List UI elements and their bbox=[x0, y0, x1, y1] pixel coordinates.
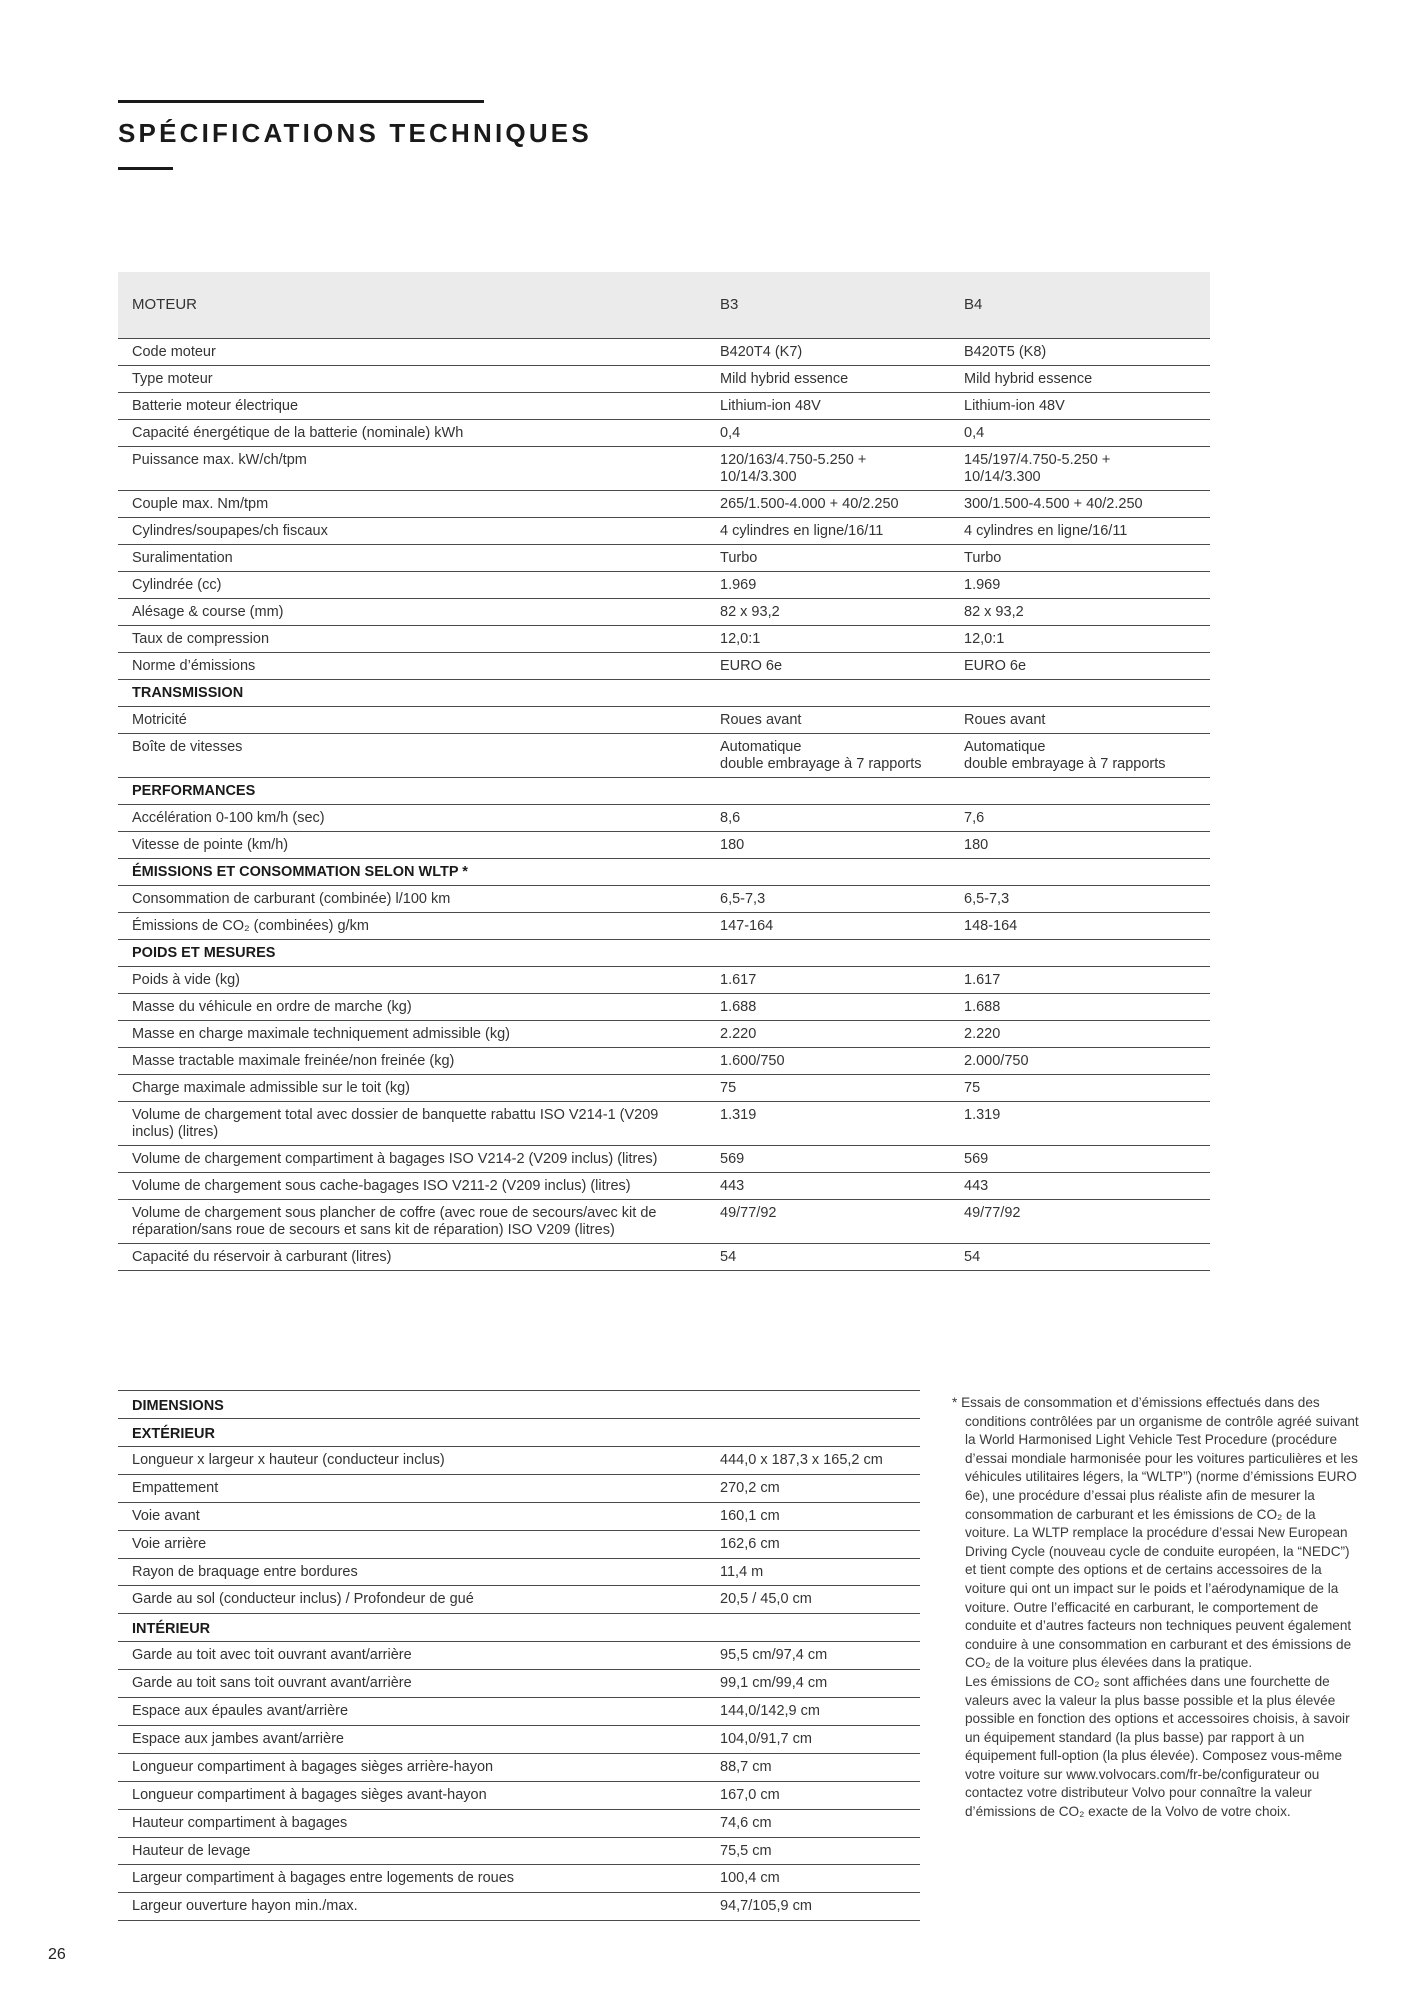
title-rule-short bbox=[118, 167, 173, 170]
value-b4: Turbo bbox=[954, 544, 1210, 571]
table-row bbox=[118, 1199, 1210, 1243]
value-b4: 443 bbox=[954, 1172, 1210, 1199]
value-b3: EURO 6e bbox=[710, 652, 954, 679]
value-b3: 54 bbox=[710, 1243, 954, 1270]
section-title: TRANSMISSION bbox=[118, 679, 1210, 706]
value-b3: 2.220 bbox=[710, 1020, 954, 1047]
table-row bbox=[118, 966, 1210, 993]
row-label: Voie arrière bbox=[118, 1530, 710, 1558]
page-title: SPÉCIFICATIONS TECHNIQUES bbox=[118, 118, 592, 148]
row-label: Volume de chargement total avec dossier de banquette rabattu ISO V214-1 (V209 inclus) (litres) bbox=[118, 1101, 710, 1145]
value-b3: Roues avant bbox=[710, 706, 954, 733]
dimension-value: 162,6 cm bbox=[710, 1530, 920, 1558]
table-row bbox=[118, 1698, 920, 1726]
section-header bbox=[118, 858, 1210, 885]
row-label: Masse en charge maximale techniquement admissible (kg) bbox=[118, 1020, 710, 1047]
table-row bbox=[118, 1502, 920, 1530]
dimension-value: 167,0 cm bbox=[710, 1781, 920, 1809]
row-label: Garde au toit avec toit ouvrant avant/arrière bbox=[118, 1642, 710, 1670]
row-label: Masse tractable maximale freinée/non freinée (kg) bbox=[118, 1047, 710, 1074]
value-b3: 1.688 bbox=[710, 993, 954, 1020]
value-b4: 1.617 bbox=[954, 966, 1210, 993]
dimension-value: 88,7 cm bbox=[710, 1753, 920, 1781]
table-row bbox=[118, 571, 1210, 598]
value-b4: 569 bbox=[954, 1145, 1210, 1172]
header-moteur: MOTEUR bbox=[118, 272, 710, 338]
table-row bbox=[118, 1101, 1210, 1145]
dimensions-table-body bbox=[118, 1391, 920, 1921]
table-row bbox=[118, 365, 1210, 392]
row-label: Garde au toit sans toit ouvrant avant/arrière bbox=[118, 1670, 710, 1698]
section-header bbox=[118, 1391, 920, 1419]
value-b3: 1.969 bbox=[710, 571, 954, 598]
value-b4: Mild hybrid essence bbox=[954, 365, 1210, 392]
footnote-paragraph-2: Les émissions de CO₂ sont affichées dans une fourchette de valeurs avec la valeur la plus basse possible et la plus élevée possible en fonction des options et accessoires choisis, à savoir un équipement standard (la plus basse) par rapport à un équipement full-option (la plus élevée). Composez vous-même votre voiture sur www.volvocars.com/fr-be/configurateur ou contactez votre distributeur Volvo pour connaître la valeur d’émissions de CO₂ exacte de la Volvo de votre choix. bbox=[965, 1673, 1350, 1820]
spec-table bbox=[118, 272, 1210, 1271]
dimension-value: 74,6 cm bbox=[710, 1809, 920, 1837]
table-row bbox=[118, 1243, 1210, 1270]
dimensions-table bbox=[118, 1390, 920, 1921]
dimension-value: 444,0 x 187,3 x 165,2 cm bbox=[710, 1447, 920, 1475]
value-b4: 0,4 bbox=[954, 419, 1210, 446]
value-b4: 82 x 93,2 bbox=[954, 598, 1210, 625]
table-row bbox=[118, 1670, 920, 1698]
dimension-value: 100,4 cm bbox=[710, 1865, 920, 1893]
table-row bbox=[118, 1781, 920, 1809]
value-b3: 1.319 bbox=[710, 1101, 954, 1145]
row-label: Batterie moteur électrique bbox=[118, 392, 710, 419]
value-b4: B420T5 (K8) bbox=[954, 338, 1210, 365]
row-label: Masse du véhicule en ordre de marche (kg) bbox=[118, 993, 710, 1020]
table-row bbox=[118, 1474, 920, 1502]
row-label: Consommation de carburant (combinée) l/100 km bbox=[118, 885, 710, 912]
table-row bbox=[118, 1047, 1210, 1074]
table-row bbox=[118, 1809, 920, 1837]
table-row bbox=[118, 1753, 920, 1781]
footnote-paragraph-1: * Essais de consommation et d’émissions effectués dans des conditions contrôlées par un organisme de contrôle agréé suivant la World Harmonised Light Vehicle Test Procedure (procédure d’essai mondiale harmonisée pour les voitures particulières et les véhicules utilitaires légers, la “WLTP”) (norme d’émissions EURO 6e), une procédure d’essai plus réaliste afin de mesurer la consommation de carburant et les émissions de CO₂ de la voiture. La WLTP remplace la procédure d’essai New European Driving Cycle (nouveau cycle de conduite européen, la “NEDC”) et tient compte des options et de certains accessoires de la voiture qui ont un impact sur le poids et l’aérodynamique de la voiture. Outre l’efficacité en carburant, le comportement de conduite et d’autres facteurs non techniques peuvent également conduire à une consommation en carburant et des émissions de CO₂ de la voiture plus élevées dans la pratique. bbox=[952, 1395, 1359, 1671]
value-b3: Mild hybrid essence bbox=[710, 365, 954, 392]
section-title: INTÉRIEUR bbox=[118, 1614, 920, 1642]
table-row bbox=[118, 1172, 1210, 1199]
section-header bbox=[118, 1614, 920, 1642]
value-b3: B420T4 (K7) bbox=[710, 338, 954, 365]
dimension-value: 99,1 cm/99,4 cm bbox=[710, 1670, 920, 1698]
row-label: Vitesse de pointe (km/h) bbox=[118, 831, 710, 858]
value-b4: EURO 6e bbox=[954, 652, 1210, 679]
value-b3: 12,0:1 bbox=[710, 625, 954, 652]
table-row bbox=[118, 1726, 920, 1754]
table-row bbox=[118, 804, 1210, 831]
row-label: Cylindrée (cc) bbox=[118, 571, 710, 598]
value-b3: 8,6 bbox=[710, 804, 954, 831]
row-label: Poids à vide (kg) bbox=[118, 966, 710, 993]
value-b4: 6,5-7,3 bbox=[954, 885, 1210, 912]
dimension-value: 20,5 / 45,0 cm bbox=[710, 1586, 920, 1614]
value-b3: 4 cylindres en ligne/16/11 bbox=[710, 517, 954, 544]
row-label: Motricité bbox=[118, 706, 710, 733]
value-b4: Lithium-ion 48V bbox=[954, 392, 1210, 419]
row-label: Garde au sol (conducteur inclus) / Profondeur de gué bbox=[118, 1586, 710, 1614]
row-label: Suralimentation bbox=[118, 544, 710, 571]
table-row bbox=[118, 1642, 920, 1670]
row-label: Rayon de braquage entre bordures bbox=[118, 1558, 710, 1586]
table-row bbox=[118, 392, 1210, 419]
value-b3: 265/1.500-4.000 + 40/2.250 bbox=[710, 490, 954, 517]
table-row bbox=[118, 993, 1210, 1020]
table-row bbox=[118, 1893, 920, 1921]
value-b4: 75 bbox=[954, 1074, 1210, 1101]
table-row bbox=[118, 885, 1210, 912]
row-label: Couple max. Nm/tpm bbox=[118, 490, 710, 517]
spec-table-header bbox=[118, 272, 1210, 338]
value-b4: Automatique double embrayage à 7 rapports bbox=[954, 733, 1210, 777]
row-label: Capacité du réservoir à carburant (litres) bbox=[118, 1243, 710, 1270]
value-b4: 180 bbox=[954, 831, 1210, 858]
row-label: Charge maximale admissible sur le toit (kg) bbox=[118, 1074, 710, 1101]
value-b4: 54 bbox=[954, 1243, 1210, 1270]
table-row bbox=[118, 1865, 920, 1893]
value-b3: 82 x 93,2 bbox=[710, 598, 954, 625]
value-b4: Roues avant bbox=[954, 706, 1210, 733]
value-b3: 49/77/92 bbox=[710, 1199, 954, 1243]
header-b4: B4 bbox=[954, 272, 1210, 338]
row-label: Taux de compression bbox=[118, 625, 710, 652]
dimension-value: 160,1 cm bbox=[710, 1502, 920, 1530]
section-header bbox=[118, 679, 1210, 706]
table-row bbox=[118, 1145, 1210, 1172]
row-label: Émissions de CO₂ (combinées) g/km bbox=[118, 912, 710, 939]
wltp-footnote bbox=[952, 1394, 1362, 1822]
dimension-value: 144,0/142,9 cm bbox=[710, 1698, 920, 1726]
table-row bbox=[118, 544, 1210, 571]
value-b3: Automatique double embrayage à 7 rapports bbox=[710, 733, 954, 777]
row-label: Code moteur bbox=[118, 338, 710, 365]
row-label: Volume de chargement sous plancher de coffre (avec roue de secours/avec kit de réparation/sans roue de secours et sans kit de réparation) ISO V209 (litres) bbox=[118, 1199, 710, 1243]
spec-table-body bbox=[118, 272, 1210, 1270]
section-header bbox=[118, 939, 1210, 966]
value-b3: 0,4 bbox=[710, 419, 954, 446]
table-row bbox=[118, 1020, 1210, 1047]
value-b3: 75 bbox=[710, 1074, 954, 1101]
value-b4: 1.969 bbox=[954, 571, 1210, 598]
row-label: Puissance max. kW/ch/tpm bbox=[118, 446, 710, 490]
value-b3: Turbo bbox=[710, 544, 954, 571]
value-b3: 120/163/4.750-5.250 + 10/14/3.300 bbox=[710, 446, 954, 490]
table-row bbox=[118, 831, 1210, 858]
header-b3: B3 bbox=[710, 272, 954, 338]
table-row bbox=[118, 1586, 920, 1614]
table-row bbox=[118, 1074, 1210, 1101]
row-label: Longueur compartiment à bagages sièges avant-hayon bbox=[118, 1781, 710, 1809]
value-b4: 1.688 bbox=[954, 993, 1210, 1020]
row-label: Empattement bbox=[118, 1474, 710, 1502]
row-label: Norme d’émissions bbox=[118, 652, 710, 679]
table-row bbox=[118, 446, 1210, 490]
dimension-value: 270,2 cm bbox=[710, 1474, 920, 1502]
row-label: Type moteur bbox=[118, 365, 710, 392]
row-label: Espace aux épaules avant/arrière bbox=[118, 1698, 710, 1726]
value-b4: 7,6 bbox=[954, 804, 1210, 831]
value-b4: 145/197/4.750-5.250 + 10/14/3.300 bbox=[954, 446, 1210, 490]
dimension-value: 75,5 cm bbox=[710, 1837, 920, 1865]
dimension-value: 104,0/91,7 cm bbox=[710, 1726, 920, 1754]
value-b4: 300/1.500-4.500 + 40/2.250 bbox=[954, 490, 1210, 517]
value-b4: 148-164 bbox=[954, 912, 1210, 939]
row-label: Volume de chargement sous cache-bagages ISO V211-2 (V209 inclus) (litres) bbox=[118, 1172, 710, 1199]
table-row bbox=[118, 1558, 920, 1586]
table-row bbox=[118, 517, 1210, 544]
value-b3: Lithium-ion 48V bbox=[710, 392, 954, 419]
table-row bbox=[118, 706, 1210, 733]
row-label: Largeur compartiment à bagages entre logements de roues bbox=[118, 1865, 710, 1893]
value-b3: 147-164 bbox=[710, 912, 954, 939]
table-row bbox=[118, 912, 1210, 939]
row-label: Alésage & course (mm) bbox=[118, 598, 710, 625]
table-row bbox=[118, 1447, 920, 1475]
row-label: Hauteur compartiment à bagages bbox=[118, 1809, 710, 1837]
value-b4: 49/77/92 bbox=[954, 1199, 1210, 1243]
row-label: Hauteur de levage bbox=[118, 1837, 710, 1865]
row-label: Boîte de vitesses bbox=[118, 733, 710, 777]
dimension-value: 95,5 cm/97,4 cm bbox=[710, 1642, 920, 1670]
value-b3: 180 bbox=[710, 831, 954, 858]
table-row bbox=[118, 1837, 920, 1865]
table-row bbox=[118, 1530, 920, 1558]
section-title: EXTÉRIEUR bbox=[118, 1419, 920, 1447]
row-label: Capacité énergétique de la batterie (nominale) kWh bbox=[118, 419, 710, 446]
table-row bbox=[118, 733, 1210, 777]
row-label: Cylindres/soupapes/ch fiscaux bbox=[118, 517, 710, 544]
table-row bbox=[118, 598, 1210, 625]
page-number: 26 bbox=[48, 1946, 66, 1963]
section-title: ÉMISSIONS ET CONSOMMATION SELON WLTP * bbox=[118, 858, 1210, 885]
value-b4: 2.000/750 bbox=[954, 1047, 1210, 1074]
value-b3: 6,5-7,3 bbox=[710, 885, 954, 912]
section-title: DIMENSIONS bbox=[118, 1391, 920, 1419]
table-row bbox=[118, 419, 1210, 446]
value-b4: 4 cylindres en ligne/16/11 bbox=[954, 517, 1210, 544]
row-label: Voie avant bbox=[118, 1502, 710, 1530]
section-header bbox=[118, 1419, 920, 1447]
table-row bbox=[118, 338, 1210, 365]
row-label: Accélération 0-100 km/h (sec) bbox=[118, 804, 710, 831]
table-row bbox=[118, 652, 1210, 679]
row-label: Volume de chargement compartiment à bagages ISO V214-2 (V209 inclus) (litres) bbox=[118, 1145, 710, 1172]
table-row bbox=[118, 490, 1210, 517]
row-label: Longueur x largeur x hauteur (conducteur inclus) bbox=[118, 1447, 710, 1475]
section-title: POIDS ET MESURES bbox=[118, 939, 1210, 966]
value-b3: 443 bbox=[710, 1172, 954, 1199]
row-label: Longueur compartiment à bagages sièges arrière-hayon bbox=[118, 1753, 710, 1781]
value-b4: 12,0:1 bbox=[954, 625, 1210, 652]
value-b3: 1.617 bbox=[710, 966, 954, 993]
row-label: Largeur ouverture hayon min./max. bbox=[118, 1893, 710, 1921]
title-rule-top bbox=[118, 100, 484, 103]
dimension-value: 11,4 m bbox=[710, 1558, 920, 1586]
value-b4: 2.220 bbox=[954, 1020, 1210, 1047]
section-title: PERFORMANCES bbox=[118, 777, 1210, 804]
value-b3: 1.600/750 bbox=[710, 1047, 954, 1074]
value-b3: 569 bbox=[710, 1145, 954, 1172]
row-label: Espace aux jambes avant/arrière bbox=[118, 1726, 710, 1754]
section-header bbox=[118, 777, 1210, 804]
dimension-value: 94,7/105,9 cm bbox=[710, 1893, 920, 1921]
table-row bbox=[118, 625, 1210, 652]
value-b4: 1.319 bbox=[954, 1101, 1210, 1145]
